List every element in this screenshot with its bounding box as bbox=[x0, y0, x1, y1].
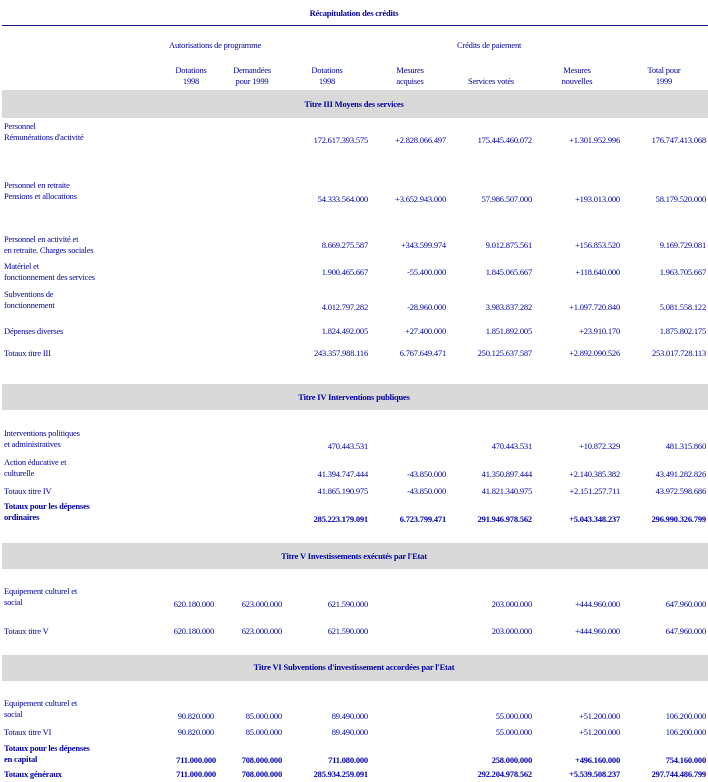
row-label: Subventions de fonctionnement bbox=[4, 289, 55, 310]
services-votes-cell: 1.851.892.005 bbox=[485, 326, 532, 336]
total-cell: 1.875.802.175 bbox=[659, 326, 706, 336]
mesures-nouvelles-cell: +2.892.090.526 bbox=[569, 348, 620, 358]
services-votes-cell: 55.000.000 bbox=[495, 727, 532, 737]
col-header-mesures-acquises: Mesures acquises bbox=[396, 65, 424, 86]
mesures-nouvelles-cell: +5.539.508.237 bbox=[569, 769, 620, 779]
mesures-nouvelles-cell: +51.200.000 bbox=[579, 727, 620, 737]
services-votes-cell: 470.443.531 bbox=[491, 441, 532, 451]
mesures-acquises-cell: 6.723.799.471 bbox=[399, 514, 446, 524]
row-label: Action éducative et culturelle bbox=[4, 457, 67, 478]
services-votes-cell: 57.986.507.000 bbox=[481, 194, 532, 204]
row-label: Interventions politiques et administratives bbox=[4, 428, 80, 449]
ap-demandees-cell: 708.000.000 bbox=[241, 755, 282, 765]
row-label: Totaux titre V bbox=[4, 626, 49, 636]
mesures-nouvelles-cell: +444.960.000 bbox=[575, 626, 620, 636]
services-votes-cell: 41.350.897.444 bbox=[481, 469, 532, 479]
col-header-total-1999: Total pour 1999 bbox=[647, 65, 681, 86]
group-header-autorisations: Autorisations de programme bbox=[169, 40, 262, 50]
ap-dotations-cell: 620.180.000 bbox=[173, 626, 214, 636]
cp-dotations-cell: 89.490.000 bbox=[331, 711, 368, 721]
total-cell: 481.315.860 bbox=[665, 441, 706, 451]
cp-dotations-cell: 285.934.259.091 bbox=[313, 769, 368, 779]
ap-demandees-cell: 623.000.000 bbox=[241, 626, 282, 636]
total-cell: 106.200.000 bbox=[665, 711, 706, 721]
mesures-nouvelles-cell: +444.960.000 bbox=[575, 599, 620, 609]
mesures-nouvelles-cell: +1.301.952.996 bbox=[569, 135, 620, 145]
row-label: Personnel en retraite Pensions et allocations bbox=[4, 180, 77, 201]
page-title: Récapitulation des crédits bbox=[309, 8, 399, 18]
total-cell: 58.179.520.000 bbox=[655, 194, 706, 204]
services-votes-cell: 55.000.000 bbox=[495, 711, 532, 721]
cp-dotations-cell: 41.394.747.444 bbox=[317, 469, 368, 479]
cp-dotations-cell: 8.669.275.587 bbox=[321, 240, 368, 250]
row-label: Equipement culturel et social bbox=[4, 698, 78, 719]
mesures-acquises-cell: +2.828.066.497 bbox=[395, 135, 446, 145]
cp-dotations-cell: 41.865.190.975 bbox=[317, 486, 368, 496]
ap-dotations-cell: 711.000.000 bbox=[176, 755, 216, 765]
cp-dotations-cell: 1.824.492.005 bbox=[321, 326, 368, 336]
cp-dotations-cell: 285.223.179.091 bbox=[313, 514, 368, 524]
total-cell: 5.081.558.122 bbox=[659, 302, 706, 312]
row-label: Totaux pour les dépenses en capital bbox=[4, 743, 90, 764]
services-votes-cell: 175.445.460.072 bbox=[477, 135, 532, 145]
cp-dotations-cell: 54.333.564.000 bbox=[317, 194, 368, 204]
ap-demandees-cell: 85.000.000 bbox=[245, 727, 282, 737]
ap-dotations-cell: 90.820.000 bbox=[177, 711, 214, 721]
total-cell: 43.972.598.686 bbox=[655, 486, 706, 496]
section-heading-titre-iv: Titre IV Interventions publiques bbox=[298, 392, 410, 402]
services-votes-cell: 203.000.000 bbox=[491, 599, 532, 609]
section-heading-titre-iii: Titre III Moyens des services bbox=[304, 99, 404, 109]
mesures-nouvelles-cell: +118.640.000 bbox=[575, 267, 620, 277]
mesures-nouvelles-cell: +5.043.348.237 bbox=[569, 514, 620, 524]
total-cell: 106.200.000 bbox=[665, 727, 706, 737]
mesures-nouvelles-cell: +156.853.520 bbox=[575, 240, 620, 250]
cp-dotations-cell: 172.617.393.575 bbox=[313, 135, 368, 145]
total-cell: 296.990.326.799 bbox=[651, 514, 706, 524]
col-header-cp-dotations: Dotations 1998 bbox=[311, 65, 343, 86]
row-label: Equipement culturel et social bbox=[4, 586, 78, 607]
row-label: Totaux titre IV bbox=[4, 486, 52, 496]
cp-dotations-cell: 621.590.000 bbox=[327, 626, 368, 636]
cp-dotations-cell: 711.080.000 bbox=[328, 755, 368, 765]
mesures-acquises-cell: +27.400.000 bbox=[405, 326, 446, 336]
col-header-services-votes: Services votés bbox=[467, 76, 515, 86]
cp-dotations-cell: 470.443.531 bbox=[327, 441, 368, 451]
mesures-nouvelles-cell: +51.200.000 bbox=[579, 711, 620, 721]
row-label: Totaux titre VI bbox=[4, 727, 52, 737]
group-header-credits: Crédits de paiement bbox=[457, 40, 522, 50]
section-heading-titre-vi: Titre VI Subventions d'investissement accordées par l'Etat bbox=[253, 662, 455, 672]
cp-dotations-cell: 4.012.797.282 bbox=[321, 302, 368, 312]
services-votes-cell: 292.204.978.562 bbox=[477, 769, 532, 779]
total-cell: 647.960.000 bbox=[665, 599, 706, 609]
ap-demandees-cell: 623.000.000 bbox=[241, 599, 282, 609]
row-label: Totaux titre III bbox=[4, 348, 51, 358]
row-label: Matériel et fonctionnement des services bbox=[4, 261, 95, 282]
col-header-ap-dotations: Dotations 1998 bbox=[175, 65, 207, 86]
ap-dotations-cell: 620.180.000 bbox=[173, 599, 214, 609]
mesures-acquises-cell: -55.400.000 bbox=[407, 267, 446, 277]
total-cell: 9.169.729.081 bbox=[659, 240, 706, 250]
mesures-nouvelles-cell: +2.151.257.711 bbox=[569, 486, 620, 496]
total-cell: 43.491.282.826 bbox=[655, 469, 706, 479]
services-votes-cell: 250.125.637.587 bbox=[477, 348, 532, 358]
ap-dotations-cell: 711.000.000 bbox=[176, 769, 216, 779]
services-votes-cell: 203.000.000 bbox=[491, 626, 532, 636]
mesures-acquises-cell: +343.599.974 bbox=[401, 240, 446, 250]
services-votes-cell: 291.946.978.562 bbox=[477, 514, 532, 524]
mesures-acquises-cell: -43.850.000 bbox=[407, 469, 446, 479]
total-cell: 647.960.000 bbox=[665, 626, 706, 636]
services-votes-cell: 258.000.000 bbox=[491, 755, 532, 765]
mesures-acquises-cell: 6.767.649.471 bbox=[399, 348, 446, 358]
mesures-nouvelles-cell: +10.872.329 bbox=[579, 441, 620, 451]
section-heading-titre-v: Titre V Investissements exécutés par l'Etat bbox=[281, 551, 427, 561]
total-cell: 297.744.486.799 bbox=[651, 769, 706, 779]
mesures-acquises-cell: -43.850.000 bbox=[407, 486, 446, 496]
row-label: Personnel en activité et en retraite. Charges sociales bbox=[4, 234, 94, 255]
ap-dotations-cell: 90.820.000 bbox=[177, 727, 214, 737]
total-cell: 176.747.413.068 bbox=[651, 135, 706, 145]
col-header-mesures-nouvelles: Mesures nouvelles bbox=[561, 65, 593, 86]
cp-dotations-cell: 89.490.000 bbox=[331, 727, 368, 737]
cp-dotations-cell: 621.590.000 bbox=[327, 599, 368, 609]
total-cell: 1.963.705.667 bbox=[659, 267, 706, 277]
row-label: Personnel Rémunérations d'activité bbox=[4, 121, 84, 142]
mesures-nouvelles-cell: +23.910.170 bbox=[579, 326, 620, 336]
mesures-nouvelles-cell: +2.140.385.382 bbox=[569, 469, 620, 479]
cp-dotations-cell: 243.357.988.116 bbox=[313, 348, 368, 358]
cp-dotations-cell: 1.900.465.667 bbox=[321, 267, 368, 277]
ap-demandees-cell: 85.000.000 bbox=[245, 711, 282, 721]
mesures-nouvelles-cell: +496.160.000 bbox=[575, 755, 620, 765]
services-votes-cell: 3.983.837.282 bbox=[485, 302, 532, 312]
col-header-ap-demandees: Demandées pour 1999 bbox=[233, 65, 271, 86]
row-label: Totaux généraux bbox=[4, 769, 62, 779]
mesures-nouvelles-cell: +193.013.000 bbox=[575, 194, 620, 204]
mesures-acquises-cell: +3.652.943.000 bbox=[395, 194, 446, 204]
services-votes-cell: 1.845.065.667 bbox=[485, 267, 532, 277]
mesures-nouvelles-cell: +1.097.720.840 bbox=[569, 302, 620, 312]
row-label: Dépenses diverses bbox=[4, 326, 64, 336]
mesures-acquises-cell: -28.960.000 bbox=[407, 302, 446, 312]
total-cell: 253.017.728.113 bbox=[651, 348, 706, 358]
services-votes-cell: 41.821.340.975 bbox=[481, 486, 532, 496]
services-votes-cell: 9.012.875.561 bbox=[485, 240, 532, 250]
total-cell: 754.160.000 bbox=[665, 755, 706, 765]
ap-demandees-cell: 708.000.000 bbox=[241, 769, 282, 779]
title-rule bbox=[2, 25, 708, 26]
row-label: Totaux pour les dépenses ordinaires bbox=[4, 501, 90, 522]
